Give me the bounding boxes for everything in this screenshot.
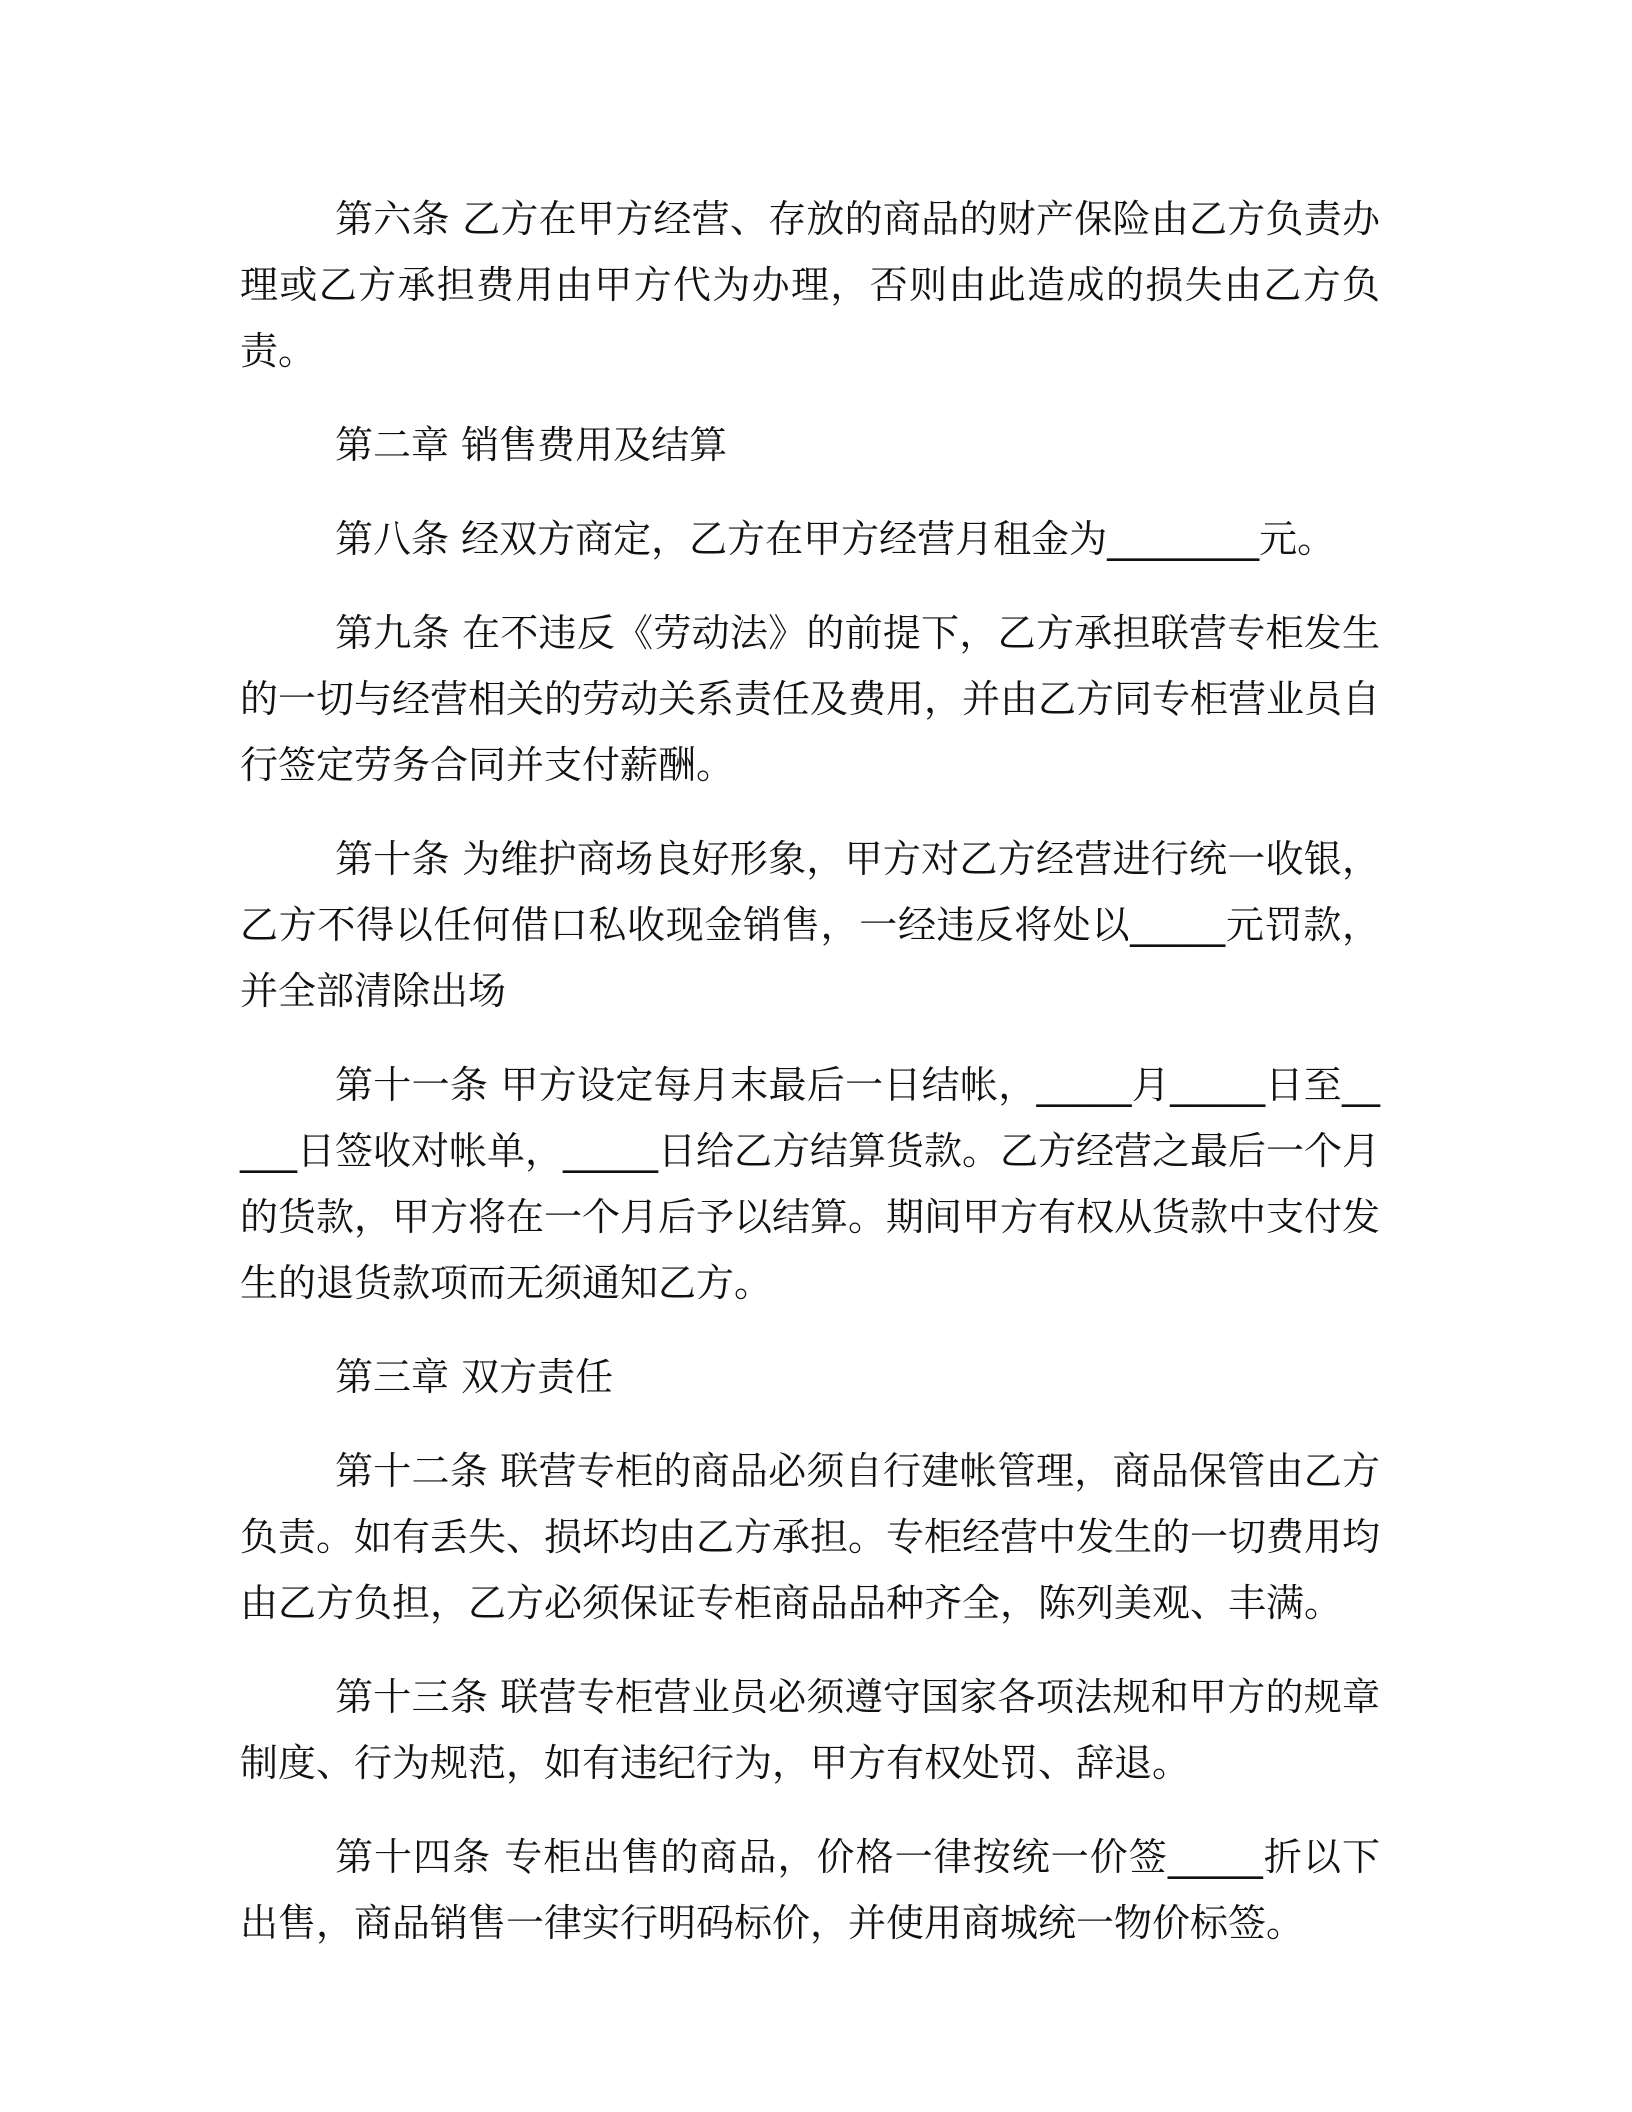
article-13-paragraph: 第十三条 联营专柜营业员必须遵守国家各项法规和甲方的规章制度、行为规范，如有违纪行为，甲方有权处罚、辞退。 xyxy=(240,1675,1380,1785)
article-10-paragraph: 第十条 为维护商场良好形象，甲方对乙方经营进行统一收银，乙方不得以任何借口私收现金销售，一经违反将处以_____元罚款，并全部清除出场 xyxy=(240,837,1380,1013)
article-6-paragraph: 第六条 乙方在甲方经营、存放的商品的财产保险由乙方负责办理或乙方承担费用由甲方代为办理，否则由此造成的损失由乙方负责。 xyxy=(240,197,1380,373)
article-9-paragraph: 第九条 在不违反《劳动法》的前提下，乙方承担联营专柜发生的一切与经营相关的劳动关系责任及费用，并由乙方同专柜营业员自行签定劳务合同并支付薪酬。 xyxy=(240,611,1381,787)
chapter-2-heading: 第二章 销售费用及结算 xyxy=(335,423,728,467)
article-11-paragraph: 第十一条 甲方设定每月末最后一日结帐，_____月_____日至_____日签收对帐单，_____日给乙方结算货款。乙方经营之最后一个月的货款，甲方将在一个月后予以结算。期间甲方有权从货款中支付发生的退货款项而无须通知乙方。 xyxy=(240,1063,1381,1305)
article-8-paragraph: 第八条 经双方商定，乙方在甲方经营月租金为________元。 xyxy=(335,517,1336,561)
document-body xyxy=(240,186,1380,1984)
article-14-paragraph: 第十四条 专柜出售的商品，价格一律按统一价签_____折以下出售，商品销售一律实行明码标价，并使用商城统一物价标签。 xyxy=(240,1835,1380,1945)
chapter-3-heading: 第三章 双方责任 xyxy=(335,1355,614,1399)
article-12-paragraph: 第十二条 联营专柜的商品必须自行建帐管理，商品保管由乙方负责。如有丢失、损坏均由乙方承担。专柜经营中发生的一切费用均由乙方负担，乙方必须保证专柜商品品种齐全，陈列美观、丰满。 xyxy=(240,1449,1381,1625)
